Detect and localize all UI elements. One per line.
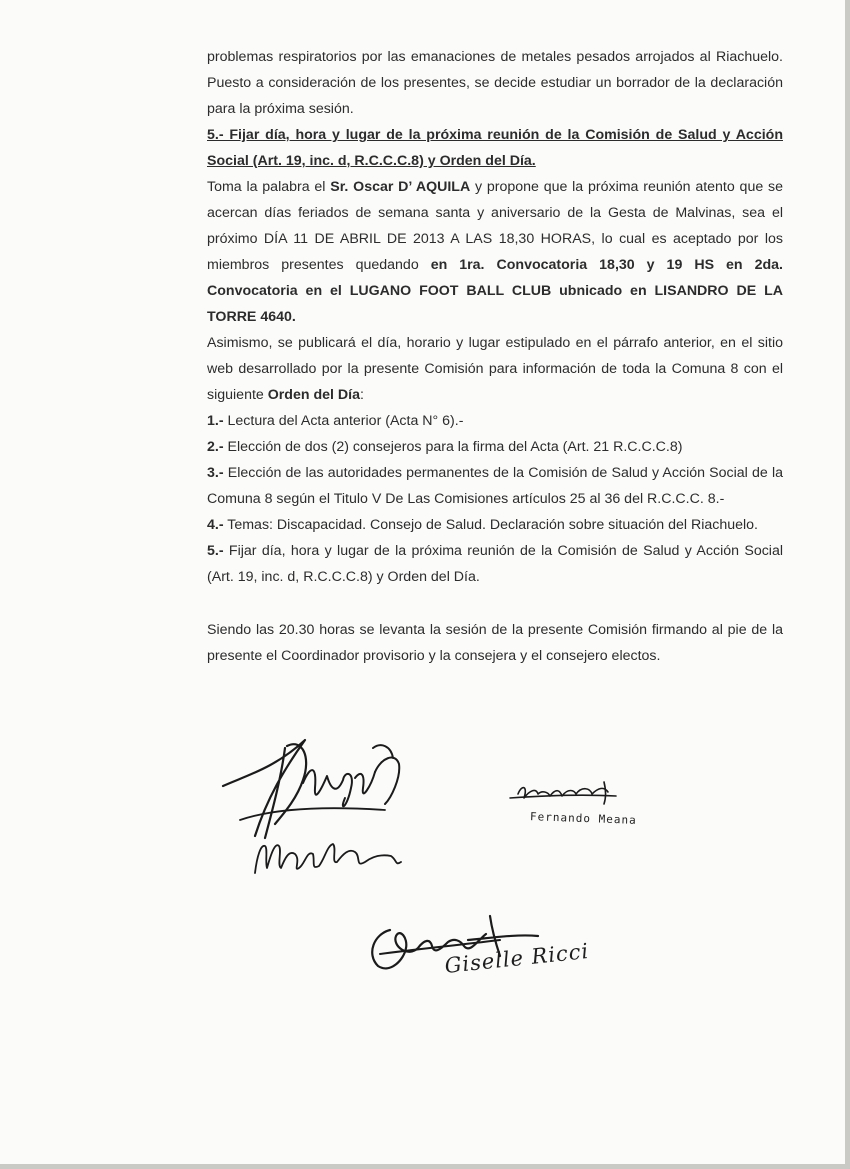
signature-bottom-name: Giselle Ricci bbox=[443, 938, 591, 978]
paragraph-next-meeting bbox=[207, 174, 783, 330]
agenda-item-text: Elección de las autoridades permanentes de la Comisión de Salud y Acción Social de la Comuna 8 según el Titulo V De Las Comisiones artículos 25 al 36 del R.C.C.C. 8.- bbox=[207, 465, 783, 507]
signature-right-name: Fernando Meana bbox=[529, 810, 637, 827]
signature-right-mark bbox=[510, 780, 561, 794]
agenda-item bbox=[207, 512, 783, 538]
paragraph-spacer bbox=[207, 590, 783, 617]
agenda-item bbox=[207, 538, 783, 590]
text-segment: Toma la palabra el bbox=[207, 179, 331, 195]
agenda-item-text: Elección de dos (2) consejeros para la firma del Acta (Art. 21 R.C.C.C.8) bbox=[223, 439, 683, 455]
agenda-item bbox=[207, 460, 783, 512]
agenda-item-number: 3.- bbox=[207, 465, 224, 481]
document-body bbox=[207, 44, 783, 669]
agenda-item-number: 2.- bbox=[207, 439, 224, 455]
agenda-item-number: 5.- bbox=[207, 543, 224, 559]
agenda-item-number: 4.- bbox=[207, 517, 224, 533]
page-edge bbox=[845, 0, 850, 1169]
signature-left-name bbox=[258, 838, 357, 862]
agenda-item-text: Lectura del Acta anterior (Acta N° 6).- bbox=[223, 413, 464, 429]
agenda-label: Orden del Día bbox=[267, 387, 360, 403]
agenda-item-text: Fijar día, hora y lugar de la próxima reunión de la Comisión de Salud y Acción Social (Art. 19, inc. d, R.C.C.C.8) y Orden del Día. bbox=[207, 543, 783, 585]
page-edge bbox=[0, 1164, 850, 1169]
agenda-item-number: 1.- bbox=[207, 413, 224, 429]
text-segment: Asimismo, se publicará el día, horario y lugar estipulado en el párrafo anterior, en el sitio web desarrollado por la presente Comisión para información de toda la Comuna 8 con el siguiente bbox=[207, 335, 783, 403]
agenda-item bbox=[207, 408, 783, 434]
text-segment: y propone que la próxima reunión atento que se acercan días feriados de semana santa y aniversario de la Gesta de Malvinas, sea el próximo DÍA 11 DE ABRIL DE 2013 A LAS 18,30 HORAS, lo cual es aceptado por los miembros presentes quedando bbox=[207, 179, 783, 273]
paragraph-riachuelo: problemas respiratorios por las emanaciones de metales pesados arrojados al Riachuelo. Puesto a consideración de los presentes, se decide estudiar un borrador de la declaración para la próxima sesión. bbox=[207, 49, 783, 117]
closing-paragraph: Siendo las 20.30 horas se levanta la sesión de la presente Comisión firmando al pie de la presente el Coordinador provisorio y la consejera y el consejero electos. bbox=[207, 622, 783, 664]
speaker-name: Sr. Oscar D’ AQUILA bbox=[330, 179, 471, 195]
paragraph-publication bbox=[207, 330, 783, 408]
agenda-item bbox=[207, 434, 783, 460]
text-segment: : bbox=[359, 387, 364, 403]
meeting-details: en 1ra. Convocatoria 18,30 y 19 HS en 2da. Convocatoria en el LUGANO FOOT BALL CLUB ubnicado en LISANDRO DE LA TORRE 4640. bbox=[207, 257, 783, 325]
section-5-heading: 5.- Fijar día, hora y lugar de la próxima reunión de la Comisión de Salud y Acción Social (Art. 19, inc. d, R.C.C.C.8) y Orden del Día. bbox=[207, 127, 783, 169]
agenda-item-text: Temas: Discapacidad. Consejo de Salud. Declaración sobre situación del Riachuelo. bbox=[223, 517, 758, 533]
signature-bottom-mark bbox=[380, 930, 406, 944]
